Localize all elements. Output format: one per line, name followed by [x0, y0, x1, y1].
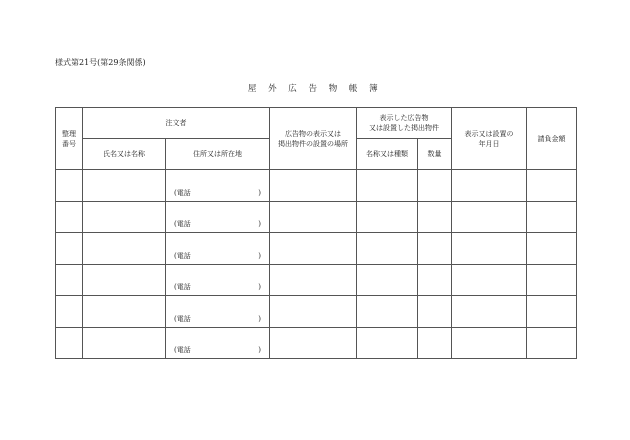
table-row	[56, 201, 577, 233]
cell-quantity[interactable]	[418, 233, 452, 265]
cell-serial[interactable]	[56, 233, 83, 265]
phone-close-label: )	[258, 220, 261, 228]
cell-serial[interactable]	[56, 296, 83, 328]
cell-date[interactable]	[452, 233, 527, 265]
header-serial-number: 整理 番号	[56, 108, 83, 170]
header-display-location: 広告物の表示又は 掲出物件の設置の場所	[270, 108, 357, 170]
header-display-date: 表示又は設置の 年月日	[452, 108, 527, 170]
cell-kind[interactable]	[357, 233, 418, 265]
header-address: 住所又は所在地	[166, 139, 270, 170]
cell-serial[interactable]	[56, 201, 83, 233]
document-title: 屋 外 広 告 物 帳 簿	[247, 84, 383, 94]
cell-name[interactable]	[83, 264, 166, 296]
cell-amount[interactable]	[527, 296, 577, 328]
cell-serial[interactable]	[56, 264, 83, 296]
header-kind: 名称又は種類	[357, 139, 418, 170]
outdoor-ad-ledger-table	[55, 107, 577, 359]
cell-location[interactable]	[270, 264, 357, 296]
cell-kind[interactable]	[357, 201, 418, 233]
cell-name[interactable]	[83, 233, 166, 265]
cell-kind[interactable]	[357, 170, 418, 202]
cell-location[interactable]	[270, 233, 357, 265]
cell-quantity[interactable]	[418, 264, 452, 296]
cell-date[interactable]	[452, 170, 527, 202]
cell-location[interactable]	[270, 201, 357, 233]
phone-close-label: )	[258, 188, 261, 197]
table-row	[56, 296, 577, 328]
cell-address[interactable]	[166, 327, 270, 359]
header-displayed-object: 表示した広告物 又は設置した掲出物件	[357, 108, 452, 139]
header-name: 氏名又は名称	[83, 139, 166, 170]
header-quantity: 数量	[418, 139, 452, 170]
cell-kind[interactable]	[357, 264, 418, 296]
cell-date[interactable]	[452, 296, 527, 328]
cell-address[interactable]	[166, 296, 270, 328]
form-number: 様式第21号(第29条関係)	[55, 58, 146, 67]
cell-date[interactable]	[452, 201, 527, 233]
phone-close-label: )	[258, 314, 261, 323]
phone-open-label: (電話	[174, 314, 191, 323]
header-orderer: 注文者	[83, 108, 270, 139]
phone-open-label: (電話	[174, 283, 191, 291]
cell-name[interactable]	[83, 201, 166, 233]
table-row	[56, 170, 577, 202]
cell-address[interactable]	[166, 233, 270, 265]
cell-quantity[interactable]	[418, 201, 452, 233]
cell-kind[interactable]	[357, 327, 418, 359]
cell-amount[interactable]	[527, 264, 577, 296]
cell-amount[interactable]	[527, 201, 577, 233]
cell-kind[interactable]	[357, 296, 418, 328]
cell-name[interactable]	[83, 327, 166, 359]
cell-address[interactable]	[166, 264, 270, 296]
cell-address[interactable]	[166, 170, 270, 202]
cell-amount[interactable]	[527, 170, 577, 202]
phone-open-label: (電話	[174, 188, 191, 197]
table-row	[56, 327, 577, 359]
cell-date[interactable]	[452, 327, 527, 359]
cell-quantity[interactable]	[418, 170, 452, 202]
phone-close-label: )	[258, 346, 261, 354]
table-row	[56, 264, 577, 296]
cell-location[interactable]	[270, 296, 357, 328]
phone-open-label: (電話	[174, 251, 191, 260]
cell-name[interactable]	[83, 170, 166, 202]
phone-close-label: )	[258, 283, 261, 291]
cell-quantity[interactable]	[418, 327, 452, 359]
phone-open-label: (電話	[174, 220, 191, 228]
cell-amount[interactable]	[527, 327, 577, 359]
cell-location[interactable]	[270, 170, 357, 202]
table-row	[56, 233, 577, 265]
phone-open-label: (電話	[174, 346, 191, 354]
header-contract-amount: 請負金額	[527, 108, 577, 170]
cell-serial[interactable]	[56, 327, 83, 359]
cell-quantity[interactable]	[418, 296, 452, 328]
phone-close-label: )	[258, 251, 261, 260]
cell-address[interactable]	[166, 201, 270, 233]
cell-name[interactable]	[83, 296, 166, 328]
cell-amount[interactable]	[527, 233, 577, 265]
cell-date[interactable]	[452, 264, 527, 296]
cell-serial[interactable]	[56, 170, 83, 202]
cell-location[interactable]	[270, 327, 357, 359]
